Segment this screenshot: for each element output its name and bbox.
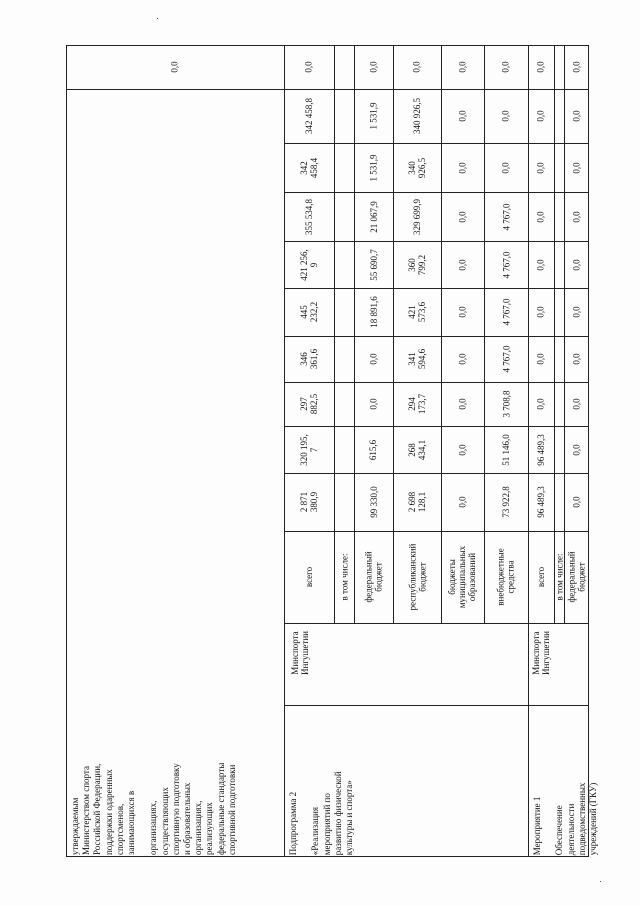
funding-source-cell xyxy=(441,531,484,623)
value-cell-text: 329 699,9 xyxy=(412,198,422,235)
value-cell xyxy=(284,473,334,531)
value-cell xyxy=(564,192,589,241)
value-cell xyxy=(528,336,554,382)
value-cell-text: 2 871 380,9 xyxy=(299,491,319,513)
value-cell-text: 0,0 xyxy=(571,161,582,174)
value-cell-text: 0,0 xyxy=(571,258,582,271)
value-cell-text: 0,0 xyxy=(571,110,582,122)
value-cell-text: 0,0 xyxy=(501,161,511,174)
value-cell-text: 0,0 xyxy=(457,443,468,456)
value-cell-text: 0,0 xyxy=(536,353,546,365)
value-cell-text: 0,0 xyxy=(501,61,511,73)
value-cell-text: 0,0 xyxy=(536,210,546,223)
value-cell xyxy=(564,288,589,336)
value-cell-text: 294 173,7 xyxy=(407,393,427,415)
value-cell xyxy=(484,382,528,426)
value-cell xyxy=(441,89,484,143)
value-cell-text: 0,0 xyxy=(536,161,546,174)
name-cell-text: Подпрограмма 2 «Реализация мероприятий по развитию физической культуры и спорта» xyxy=(287,771,354,855)
value-cell-text: 0,0 xyxy=(412,61,422,73)
value-cell xyxy=(284,426,334,473)
name-cell-text: Мероприятие 1 Обеспечение деятельности подведомственных учреждений (ГКУ) xyxy=(531,782,598,855)
value-cell-text: 0,0 xyxy=(536,61,546,73)
value-cell xyxy=(528,45,554,89)
value-cell-text: 0,0 xyxy=(170,61,180,73)
value-cell-text: 2 698 128,1 xyxy=(407,491,427,513)
value-cell-text: 360 799,2 xyxy=(407,254,427,275)
value-cell xyxy=(354,473,393,531)
value-cell-text: 297 882,5 xyxy=(299,393,319,415)
value-cell-text: 615,6 xyxy=(368,439,379,460)
value-cell xyxy=(441,288,484,336)
name-cell-text: утверждаемым Министерством спорта Российской Федерации, поддержки одаренных спортсменов, занимающихся в организациях, осуществляющих спортивную подготовку и образовательных организациях, реализующих федеральные стандарты спортивной подготовки xyxy=(69,762,237,855)
value-cell xyxy=(393,336,441,382)
value-cell-text: 96 489,3 xyxy=(536,433,546,466)
value-cell-text: 0,0 xyxy=(457,161,468,174)
value-cell xyxy=(284,143,334,192)
value-cell xyxy=(528,426,554,473)
value-cell xyxy=(484,45,528,89)
value-cell xyxy=(393,473,441,531)
value-cell xyxy=(284,382,334,426)
value-cell-text: 0,0 xyxy=(501,110,511,122)
value-cell-text: 0,0 xyxy=(571,306,582,318)
value-cell xyxy=(441,192,484,241)
value-cell-text: 73 922,8 xyxy=(501,486,511,518)
value-cell xyxy=(484,241,528,288)
value-cell xyxy=(484,192,528,241)
value-cell xyxy=(528,382,554,426)
funding-source-cell xyxy=(393,531,441,623)
value-cell-text: 0,0 xyxy=(536,110,546,122)
value-cell-text: 0,0 xyxy=(536,306,546,318)
funding-source-cell-text: бюджеты муниципальных образований xyxy=(447,545,478,609)
value-cell-text: 4 767,0 xyxy=(501,298,511,326)
value-cell xyxy=(441,336,484,382)
value-cell-text: 4 767,0 xyxy=(501,251,511,278)
funding-source-cell-text: в том числе: xyxy=(339,553,350,601)
value-cell-text: 3 708,8 xyxy=(501,390,511,418)
value-cell xyxy=(354,89,393,143)
value-cell xyxy=(354,382,393,426)
value-cell-text: 0,0 xyxy=(571,353,582,365)
value-cell-text: 0,0 xyxy=(368,61,379,73)
value-cell-text: 0,0 xyxy=(571,496,582,508)
value-cell xyxy=(564,45,589,89)
value-cell xyxy=(441,45,484,89)
value-cell xyxy=(441,143,484,192)
value-cell-text: 340 926,5 xyxy=(412,98,422,134)
value-cell-text: 0,0 xyxy=(368,353,379,365)
funding-source-cell xyxy=(284,531,334,623)
value-cell xyxy=(393,382,441,426)
column-rule xyxy=(66,89,284,90)
value-cell xyxy=(484,426,528,473)
value-cell xyxy=(354,143,393,192)
value-cell-text: 355 534,8 xyxy=(304,198,314,235)
name-cell xyxy=(286,705,364,857)
value-cell xyxy=(484,143,528,192)
value-cell xyxy=(354,336,393,382)
value-cell-text: 99 330,0 xyxy=(368,486,379,518)
value-cell xyxy=(393,45,441,89)
value-cell xyxy=(284,336,334,382)
value-cell-text: 1 531,9 xyxy=(368,154,379,181)
funding-source-cell xyxy=(334,531,354,623)
value-cell xyxy=(484,473,528,531)
funding-source-cell-text: федеральный бюджет xyxy=(566,551,587,603)
value-cell-text: 4 767,0 xyxy=(501,345,511,373)
value-cell-text: 346 361,6 xyxy=(299,348,319,370)
value-cell-text: 0,0 xyxy=(571,210,582,223)
funding-source-cell-text: внебюджетные средства xyxy=(496,548,516,606)
value-cell xyxy=(528,288,554,336)
value-cell xyxy=(528,89,554,143)
value-cell xyxy=(528,473,554,531)
value-cell-text: 4 767,0 xyxy=(501,203,511,230)
value-cell xyxy=(564,336,589,382)
funding-source-cell xyxy=(528,531,554,623)
value-cell xyxy=(528,192,554,241)
value-cell xyxy=(484,288,528,336)
value-cell xyxy=(564,241,589,288)
value-cell xyxy=(564,473,589,531)
funding-source-cell-text: федеральный бюджет xyxy=(363,551,384,603)
value-cell-text: 96 489,3 xyxy=(536,486,546,518)
value-cell-text: 0,0 xyxy=(536,398,546,410)
value-cell-text: 0,0 xyxy=(457,306,468,318)
value-cell-text: 340 926,5 xyxy=(407,157,427,178)
funding-source-cell-text: в том числе: xyxy=(554,553,565,601)
value-cell xyxy=(284,288,334,336)
value-cell xyxy=(393,426,441,473)
funding-source-cell-text: всего xyxy=(303,566,314,588)
responsible-cell xyxy=(528,623,554,683)
name-cell xyxy=(68,705,282,857)
value-cell-text: 341 594,6 xyxy=(407,348,427,370)
value-cell-text: 55 690,7 xyxy=(368,248,379,281)
value-cell xyxy=(564,382,589,426)
value-cell xyxy=(393,192,441,241)
value-cell xyxy=(284,89,334,143)
value-cell xyxy=(393,241,441,288)
funding-source-cell xyxy=(564,531,589,623)
value-cell-text: 0,0 xyxy=(457,353,468,365)
funding-source-cell-text: всего xyxy=(535,566,546,588)
value-cell xyxy=(354,45,393,89)
value-cell xyxy=(393,143,441,192)
value-cell-text: 0,0 xyxy=(571,443,582,456)
responsible-cell-text: Минспорта Ингушетии xyxy=(290,631,310,675)
value-cell xyxy=(393,89,441,143)
table-border-left xyxy=(66,45,67,857)
name-cell xyxy=(530,705,598,857)
value-cell xyxy=(441,382,484,426)
value-cell xyxy=(284,45,334,89)
value-cell xyxy=(354,288,393,336)
value-cell xyxy=(441,241,484,288)
funding-source-cell xyxy=(554,531,564,623)
value-cell xyxy=(354,192,393,241)
value-cell-text: 0,0 xyxy=(457,210,468,223)
value-cell-text: 268 434,1 xyxy=(407,439,427,460)
value-cell xyxy=(564,426,589,473)
scan-speck xyxy=(157,18,158,19)
value-cell-text: 421 256, 9 xyxy=(299,248,319,281)
value-cell-text: 21 067,9 xyxy=(368,200,379,233)
value-cell-text: 0,0 xyxy=(457,496,468,508)
value-cell-text: 18 891,6 xyxy=(368,296,379,328)
value-cell-text: 1 531,9 xyxy=(368,102,379,130)
value-cell xyxy=(484,336,528,382)
scan-speck xyxy=(600,881,601,882)
value-cell-text: 0,0 xyxy=(304,61,314,73)
value-cell xyxy=(564,89,589,143)
value-cell-text: 0,0 xyxy=(457,110,468,122)
value-cell xyxy=(284,241,334,288)
value-cell xyxy=(441,473,484,531)
value-cell-text: 0,0 xyxy=(571,398,582,410)
value-cell-text: 0,0 xyxy=(368,398,379,410)
value-cell-text: 342 458,4 xyxy=(299,157,319,178)
funding-source-cell xyxy=(484,531,528,623)
value-cell-text: 0,0 xyxy=(536,258,546,271)
value-cell xyxy=(66,45,284,89)
value-cell xyxy=(484,89,528,143)
value-cell-text: 320 195, 7 xyxy=(299,433,319,466)
value-cell xyxy=(441,426,484,473)
value-cell-text: 342 458,8 xyxy=(304,98,314,134)
responsible-cell xyxy=(284,623,316,683)
value-cell xyxy=(354,426,393,473)
value-cell xyxy=(354,241,393,288)
value-cell-text: 0,0 xyxy=(457,61,468,73)
value-cell-text: 421 573,6 xyxy=(407,301,427,323)
value-cell-text: 0,0 xyxy=(457,258,468,271)
value-cell-text: 0,0 xyxy=(571,61,582,73)
value-cell-text: 51 146,0 xyxy=(501,433,511,466)
value-cell xyxy=(564,143,589,192)
value-cell xyxy=(528,143,554,192)
value-cell xyxy=(284,192,334,241)
budget-table xyxy=(66,45,598,857)
value-cell-text: 445 232,2 xyxy=(299,301,319,323)
funding-source-cell xyxy=(354,531,393,623)
value-cell xyxy=(393,288,441,336)
responsible-cell-text: Минспорта Ингушетии xyxy=(531,631,551,675)
funding-source-cell-text: республиканский бюджет xyxy=(407,543,427,611)
value-cell xyxy=(528,241,554,288)
value-cell-text: 0,0 xyxy=(457,398,468,410)
